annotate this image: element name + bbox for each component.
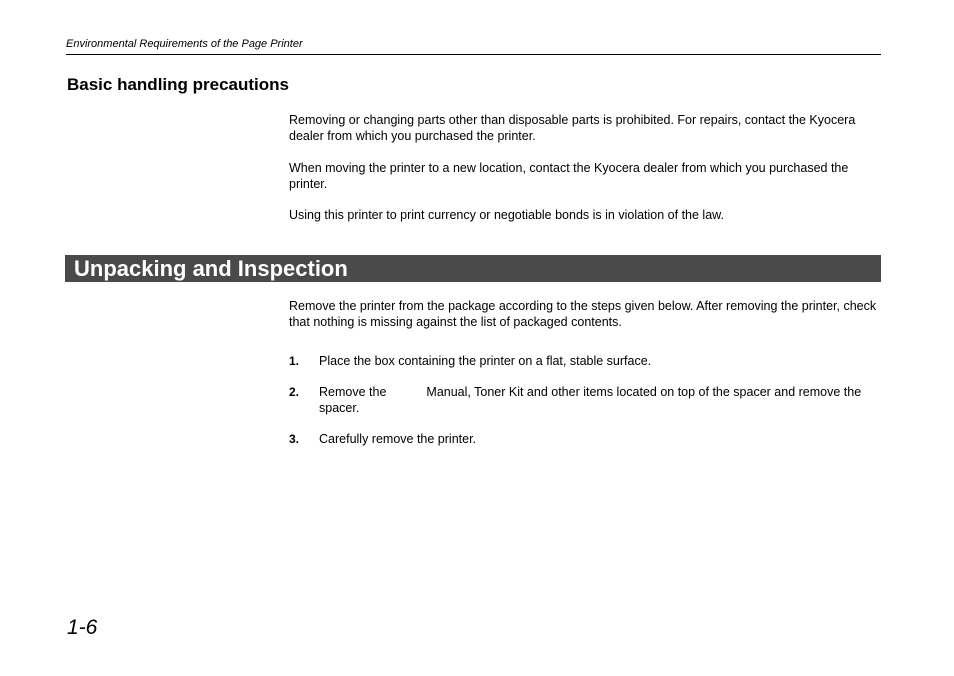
section-title-unpacking: Unpacking and Inspection [74, 256, 348, 281]
handling-paragraph-currency: Using this printer to print currency or negotiable bonds is in violation of the law. [289, 208, 724, 222]
handling-paragraph-parts: Removing or changing parts other than disposable parts is prohibited. For repairs, contact the Kyocera dealer from which you purchased the printer. [289, 113, 856, 143]
unpacking-intro: Remove the printer from the package according to the steps given below. After removing the printer, check that nothing is missing against the list of packaged contents. [289, 299, 877, 329]
step-text [319, 384, 881, 416]
step-number: 3. [289, 432, 300, 446]
section-heading-basic-handling: Basic handling precautions [67, 75, 289, 94]
step-text: Place the box containing the printer on a flat, stable surface. [319, 354, 652, 368]
running-header: Environmental Requirements of the Page Printer [66, 38, 303, 50]
header-rule [66, 54, 881, 55]
step-number: 2. [289, 385, 300, 399]
step-text-after: Manual, Toner Kit and other items located on top of the spacer and remove the spacer. [319, 385, 862, 415]
step-text: Carefully remove the printer. [319, 432, 477, 446]
step-number: 1. [289, 354, 300, 368]
handling-paragraph-moving: When moving the printer to a new location, contact the Kyocera dealer from which you purchased the printer. [289, 161, 849, 191]
step-text-before: Remove the [319, 385, 387, 399]
page-number: 1-6 [67, 616, 98, 639]
section-title-bar [65, 255, 881, 282]
